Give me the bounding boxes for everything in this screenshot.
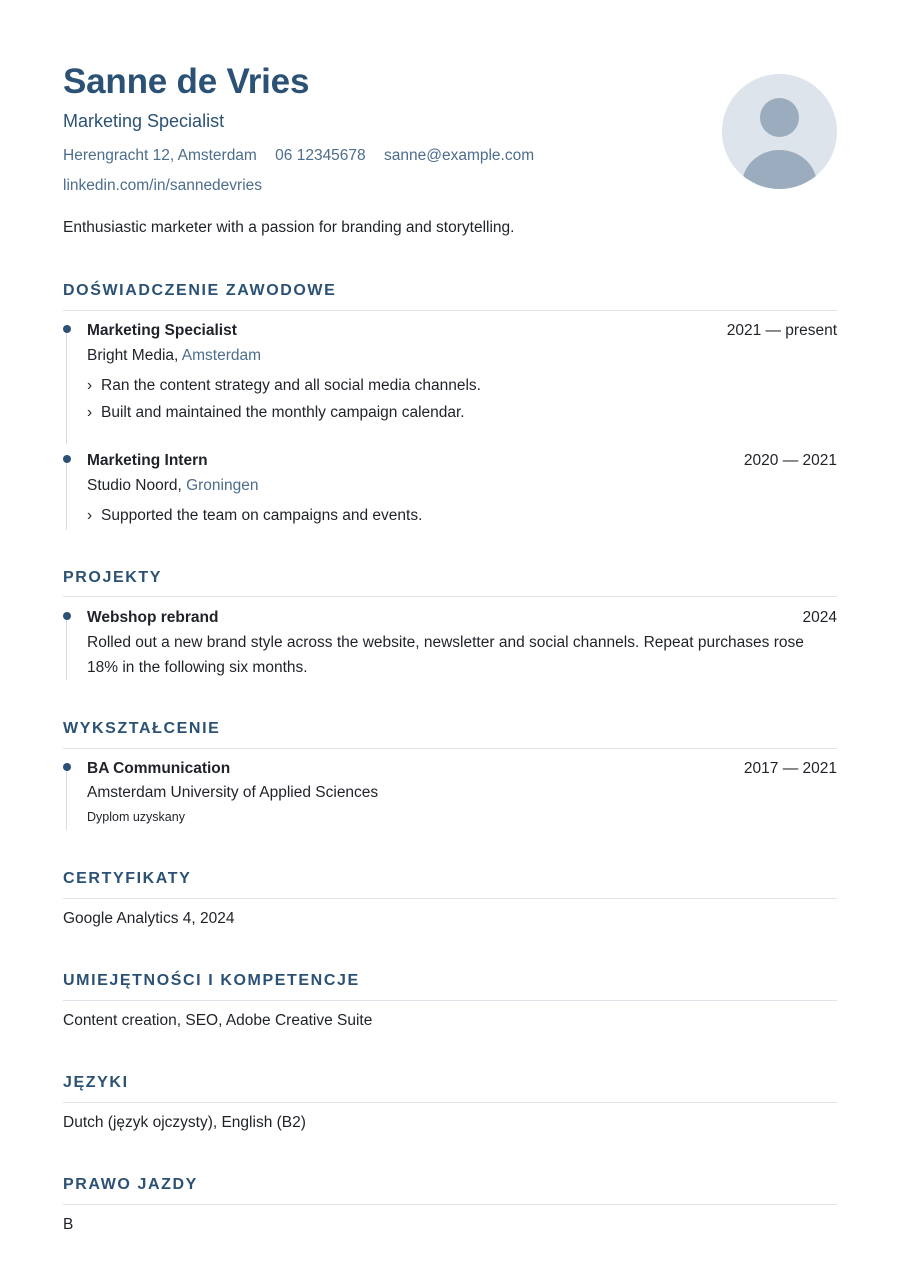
- bullet-text: Built and maintained the monthly campaign calendar.: [101, 404, 465, 421]
- bullet-text: Ran the content strategy and all social media channels.: [101, 377, 481, 394]
- job-bullet: [87, 404, 465, 422]
- candidate-name: Sanne de Vries: [63, 62, 310, 101]
- section-title-certificates: CERTYFIKATY: [63, 870, 192, 887]
- bullet-text: Supported the team on campaigns and events.: [101, 507, 423, 524]
- job-dates: 2020 — 2021: [743, 452, 837, 469]
- school-name: Amsterdam University of Applied Sciences: [87, 784, 379, 801]
- driving-license-text: B: [63, 1216, 74, 1233]
- company-name: Studio Noord,: [87, 477, 187, 494]
- timeline-dot: [63, 325, 71, 333]
- section-divider: [63, 898, 837, 899]
- section-divider: [63, 1204, 837, 1205]
- email-link[interactable]: sanne@example.com: [383, 147, 535, 164]
- timeline-dot: [63, 612, 71, 620]
- section-divider: [63, 596, 837, 597]
- job-company: [87, 347, 261, 365]
- company-location: Groningen: [186, 477, 259, 494]
- job-bullet: [87, 507, 422, 525]
- timeline-dot: [63, 763, 71, 771]
- section-title-skills: UMIEJĘTNOŚCI I KOMPETENCJE: [63, 972, 360, 989]
- section-title-projects: PROJEKTY: [63, 569, 163, 586]
- chevron-right-icon: ›: [87, 404, 93, 421]
- candidate-role: Marketing Specialist: [63, 111, 225, 131]
- company-location: Amsterdam: [181, 347, 262, 364]
- project-description: Rolled out a new brand style across the website, newsletter and social channels. Repeat purchases rose 18% in the following six months.: [87, 634, 804, 676]
- job-bullet: [87, 377, 481, 395]
- degree-title: BA Communication: [87, 760, 231, 777]
- project-year: 2024: [802, 609, 837, 626]
- section-divider: [63, 1102, 837, 1103]
- company-name: Bright Media,: [87, 347, 182, 364]
- section-divider: [63, 748, 837, 749]
- section-title-driving-license: PRAWO JAZDY: [63, 1176, 198, 1193]
- job-title: Marketing Specialist: [87, 322, 237, 339]
- avatar-placeholder: [722, 74, 837, 189]
- certificates-text: Google Analytics 4, 2024: [63, 910, 235, 927]
- languages-text: Dutch (język ojczysty), English (B2): [63, 1114, 306, 1131]
- timeline-line: [66, 330, 67, 444]
- section-divider: [63, 310, 837, 311]
- section-title-experience: DOŚWIADCZENIE ZAWODOWE: [63, 282, 337, 299]
- degree-note: Dyplom uzyskany: [87, 810, 185, 824]
- timeline-line: [66, 460, 67, 530]
- section-divider: [63, 1000, 837, 1001]
- timeline-line: [66, 768, 67, 830]
- contact-line: [63, 147, 548, 165]
- education-dates: 2017 — 2021: [743, 760, 837, 777]
- avatar-body-icon: [742, 150, 817, 189]
- avatar-head-icon: [760, 98, 799, 137]
- job-company: [87, 477, 258, 495]
- address-text: Herengracht 12, Amsterdam: [63, 147, 257, 164]
- phone-text: 06 12345678: [275, 147, 366, 164]
- section-title-languages: JĘZYKI: [63, 1074, 129, 1091]
- project-name: Webshop rebrand: [87, 609, 219, 626]
- timeline-line: [66, 616, 67, 680]
- job-title: Marketing Intern: [87, 452, 208, 469]
- job-dates: 2021 — present: [726, 322, 837, 339]
- chevron-right-icon: ›: [87, 507, 93, 524]
- chevron-right-icon: ›: [87, 377, 93, 394]
- timeline-dot: [63, 455, 71, 463]
- skills-text: Content creation, SEO, Adobe Creative Suite: [63, 1012, 373, 1029]
- section-title-education: WYKSZTAŁCENIE: [63, 720, 221, 737]
- profile-summary: Enthusiastic marketer with a passion for branding and storytelling.: [63, 219, 515, 236]
- linkedin-link[interactable]: linkedin.com/in/sannedevries: [63, 177, 263, 194]
